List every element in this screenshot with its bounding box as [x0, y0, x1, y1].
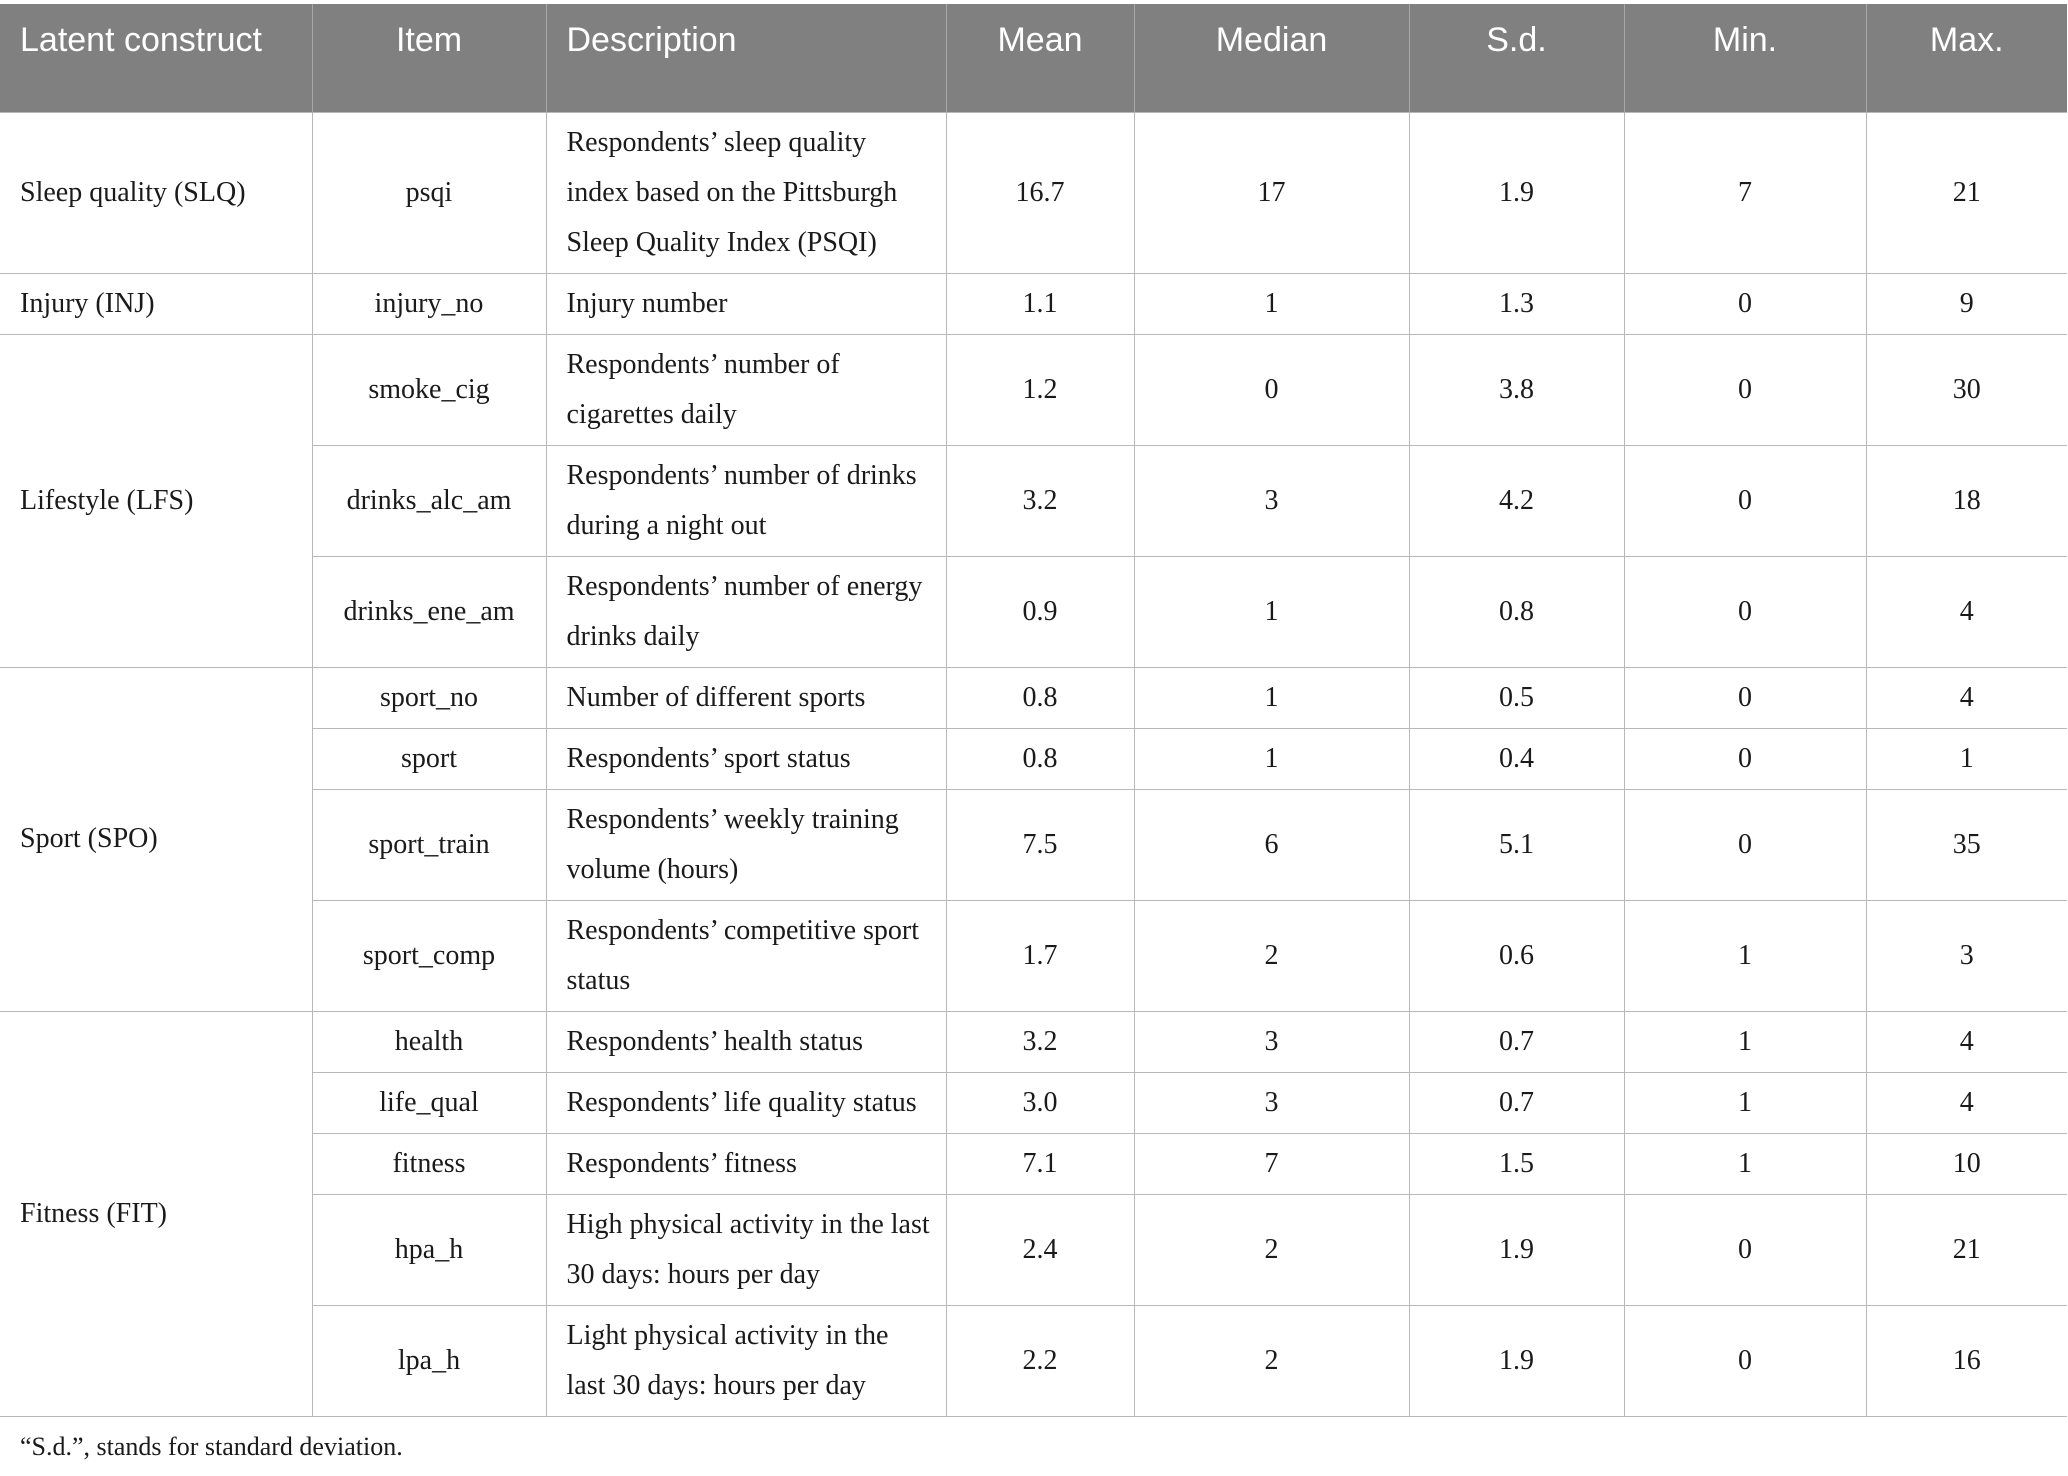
max-cell: 35	[1866, 789, 2067, 900]
item-cell: lpa_h	[312, 1305, 546, 1416]
item-cell: drinks_alc_am	[312, 445, 546, 556]
sd-cell: 0.5	[1409, 667, 1624, 728]
header-min: Min.	[1624, 4, 1866, 112]
max-cell: 10	[1866, 1133, 2067, 1194]
item-cell: fitness	[312, 1133, 546, 1194]
table-header	[0, 4, 2067, 112]
item-cell: sport	[312, 728, 546, 789]
description-cell: Light physical activity in the last 30 days: hours per day	[546, 1305, 946, 1416]
max-cell: 4	[1866, 556, 2067, 667]
table-body	[0, 112, 2067, 1416]
mean-cell: 0.8	[946, 667, 1134, 728]
item-cell: sport_train	[312, 789, 546, 900]
item-cell: psqi	[312, 112, 546, 273]
min-cell: 1	[1624, 900, 1866, 1011]
sd-cell: 1.5	[1409, 1133, 1624, 1194]
sd-cell: 3.8	[1409, 334, 1624, 445]
min-cell: 7	[1624, 112, 1866, 273]
mean-cell: 3.0	[946, 1072, 1134, 1133]
mean-cell: 16.7	[946, 112, 1134, 273]
median-cell: 7	[1134, 1133, 1409, 1194]
max-cell: 4	[1866, 1011, 2067, 1072]
max-cell: 21	[1866, 112, 2067, 273]
description-cell: Respondents’ number of cigarettes daily	[546, 334, 946, 445]
header-description: Description	[546, 4, 946, 112]
max-cell: 9	[1866, 273, 2067, 334]
median-cell: 17	[1134, 112, 1409, 273]
median-cell: 1	[1134, 556, 1409, 667]
header-max: Max.	[1866, 4, 2067, 112]
mean-cell: 3.2	[946, 445, 1134, 556]
construct-cell: Fitness (FIT)	[0, 1011, 312, 1416]
descriptive-statistics-table-container	[0, 4, 2068, 1417]
max-cell: 4	[1866, 667, 2067, 728]
sd-cell: 0.4	[1409, 728, 1624, 789]
description-cell: Respondents’ number of energy drinks daily	[546, 556, 946, 667]
sd-cell: 1.9	[1409, 112, 1624, 273]
item-cell: sport_no	[312, 667, 546, 728]
construct-cell: Sleep quality (SLQ)	[0, 112, 312, 273]
median-cell: 1	[1134, 273, 1409, 334]
construct-cell: Lifestyle (LFS)	[0, 334, 312, 667]
item-cell: life_qual	[312, 1072, 546, 1133]
mean-cell: 2.4	[946, 1194, 1134, 1305]
sd-cell: 5.1	[1409, 789, 1624, 900]
table-row	[0, 334, 2067, 445]
median-cell: 2	[1134, 900, 1409, 1011]
header-mean: Mean	[946, 4, 1134, 112]
description-cell: Respondents’ sleep quality index based on the Pittsburgh Sleep Quality Index (PSQI)	[546, 112, 946, 273]
sd-cell: 4.2	[1409, 445, 1624, 556]
min-cell: 1	[1624, 1133, 1866, 1194]
max-cell: 4	[1866, 1072, 2067, 1133]
max-cell: 30	[1866, 334, 2067, 445]
sd-cell: 1.9	[1409, 1194, 1624, 1305]
description-cell: Respondents’ sport status	[546, 728, 946, 789]
sd-cell: 0.8	[1409, 556, 1624, 667]
description-cell: Respondents’ life quality status	[546, 1072, 946, 1133]
median-cell: 1	[1134, 667, 1409, 728]
max-cell: 16	[1866, 1305, 2067, 1416]
item-cell: sport_comp	[312, 900, 546, 1011]
mean-cell: 0.8	[946, 728, 1134, 789]
min-cell: 1	[1624, 1011, 1866, 1072]
min-cell: 0	[1624, 445, 1866, 556]
min-cell: 0	[1624, 789, 1866, 900]
description-cell: Respondents’ competitive sport status	[546, 900, 946, 1011]
min-cell: 0	[1624, 556, 1866, 667]
min-cell: 0	[1624, 728, 1866, 789]
mean-cell: 7.5	[946, 789, 1134, 900]
max-cell: 3	[1866, 900, 2067, 1011]
header-sd: S.d.	[1409, 4, 1624, 112]
median-cell: 6	[1134, 789, 1409, 900]
min-cell: 0	[1624, 334, 1866, 445]
description-cell: Respondents’ health status	[546, 1011, 946, 1072]
construct-cell: Injury (INJ)	[0, 273, 312, 334]
median-cell: 1	[1134, 728, 1409, 789]
description-cell: Number of different sports	[546, 667, 946, 728]
description-cell: Respondents’ weekly training volume (hours)	[546, 789, 946, 900]
item-cell: smoke_cig	[312, 334, 546, 445]
item-cell: hpa_h	[312, 1194, 546, 1305]
mean-cell: 2.2	[946, 1305, 1134, 1416]
mean-cell: 0.9	[946, 556, 1134, 667]
sd-cell: 1.3	[1409, 273, 1624, 334]
table-row	[0, 1011, 2067, 1072]
header-median: Median	[1134, 4, 1409, 112]
sd-cell: 0.6	[1409, 900, 1624, 1011]
sd-cell: 1.9	[1409, 1305, 1624, 1416]
description-cell: High physical activity in the last 30 days: hours per day	[546, 1194, 946, 1305]
max-cell: 21	[1866, 1194, 2067, 1305]
mean-cell: 1.2	[946, 334, 1134, 445]
description-cell: Respondents’ fitness	[546, 1133, 946, 1194]
table-row	[0, 112, 2067, 273]
item-cell: drinks_ene_am	[312, 556, 546, 667]
median-cell: 3	[1134, 1072, 1409, 1133]
mean-cell: 1.7	[946, 900, 1134, 1011]
table-footnote: “S.d.”, stands for standard deviation.	[20, 1432, 403, 1461]
max-cell: 18	[1866, 445, 2067, 556]
header-item: Item	[312, 4, 546, 112]
median-cell: 2	[1134, 1305, 1409, 1416]
sd-cell: 0.7	[1409, 1011, 1624, 1072]
median-cell: 3	[1134, 445, 1409, 556]
descriptive-statistics-table	[0, 4, 2067, 1417]
header-latent-construct: Latent construct	[0, 4, 312, 112]
mean-cell: 1.1	[946, 273, 1134, 334]
construct-cell: Sport (SPO)	[0, 667, 312, 1011]
median-cell: 2	[1134, 1194, 1409, 1305]
min-cell: 0	[1624, 1305, 1866, 1416]
min-cell: 0	[1624, 273, 1866, 334]
item-cell: health	[312, 1011, 546, 1072]
median-cell: 0	[1134, 334, 1409, 445]
median-cell: 3	[1134, 1011, 1409, 1072]
min-cell: 0	[1624, 1194, 1866, 1305]
description-cell: Respondents’ number of drinks during a night out	[546, 445, 946, 556]
description-cell: Injury number	[546, 273, 946, 334]
table-row	[0, 667, 2067, 728]
table-row	[0, 273, 2067, 334]
sd-cell: 0.7	[1409, 1072, 1624, 1133]
mean-cell: 7.1	[946, 1133, 1134, 1194]
item-cell: injury_no	[312, 273, 546, 334]
header-row	[0, 4, 2067, 112]
min-cell: 0	[1624, 667, 1866, 728]
mean-cell: 3.2	[946, 1011, 1134, 1072]
max-cell: 1	[1866, 728, 2067, 789]
min-cell: 1	[1624, 1072, 1866, 1133]
